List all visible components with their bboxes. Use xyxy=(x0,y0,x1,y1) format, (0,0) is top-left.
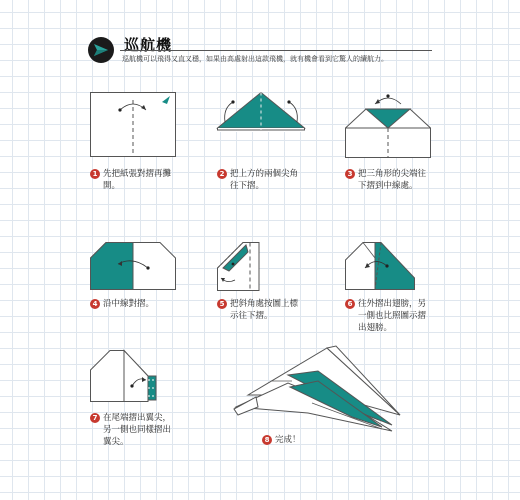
step-3-diagram xyxy=(345,92,431,158)
step-7-text: 在尾端摺出翼尖， 另一側也同樣摺出 翼尖。 xyxy=(103,413,172,447)
step-7-diagram xyxy=(90,350,162,402)
step-5-text: 把斜角處按圖上標 示往下摺。 xyxy=(230,299,299,321)
step-5-diagram xyxy=(217,242,265,298)
step-1-number: 1 xyxy=(90,169,100,179)
step-4-diagram xyxy=(90,242,176,290)
paper-plane-icon xyxy=(88,37,114,63)
step-5-number: 5 xyxy=(217,299,227,309)
step-3-caption xyxy=(345,168,455,192)
step-6-diagram xyxy=(345,242,415,290)
page-title: 巡航機 xyxy=(124,36,173,54)
step-4-number: 4 xyxy=(90,299,100,309)
step-7-number: 7 xyxy=(90,413,100,423)
step-7-caption xyxy=(90,412,200,448)
title-divider xyxy=(120,50,432,51)
step-8-diagram xyxy=(232,343,402,437)
step-1-diagram xyxy=(90,92,176,158)
step-1-caption xyxy=(90,168,200,192)
page-subtitle: 巡航機可以飛得又直又穩，如果由高處射出這款飛機，就有機會看到它驚人的續航力。 xyxy=(122,55,388,63)
step-4-caption xyxy=(90,298,200,310)
step-8-caption xyxy=(262,434,342,446)
step-6-number: 6 xyxy=(345,299,355,309)
step-8-number: 8 xyxy=(262,435,272,445)
step-2-caption xyxy=(217,168,327,192)
step-3-number: 3 xyxy=(345,169,355,179)
step-6-text: 往外摺出翅膀，另 一側也比照圖示摺 出翅膀。 xyxy=(358,299,427,333)
step-3-text: 把三角形的尖端往 下摺到中線處。 xyxy=(358,169,427,191)
step-4-text: 沿中線對摺。 xyxy=(103,299,155,309)
step-6-caption xyxy=(345,298,455,334)
step-5-caption xyxy=(217,298,327,322)
step-2-number: 2 xyxy=(217,169,227,179)
step-1-text: 先把紙張對摺再攤 開。 xyxy=(103,169,172,191)
step-8-text: 完成！ xyxy=(275,435,301,445)
step-2-text: 把上方的兩個尖角 往下摺。 xyxy=(230,169,299,191)
step-2-diagram xyxy=(217,92,305,158)
